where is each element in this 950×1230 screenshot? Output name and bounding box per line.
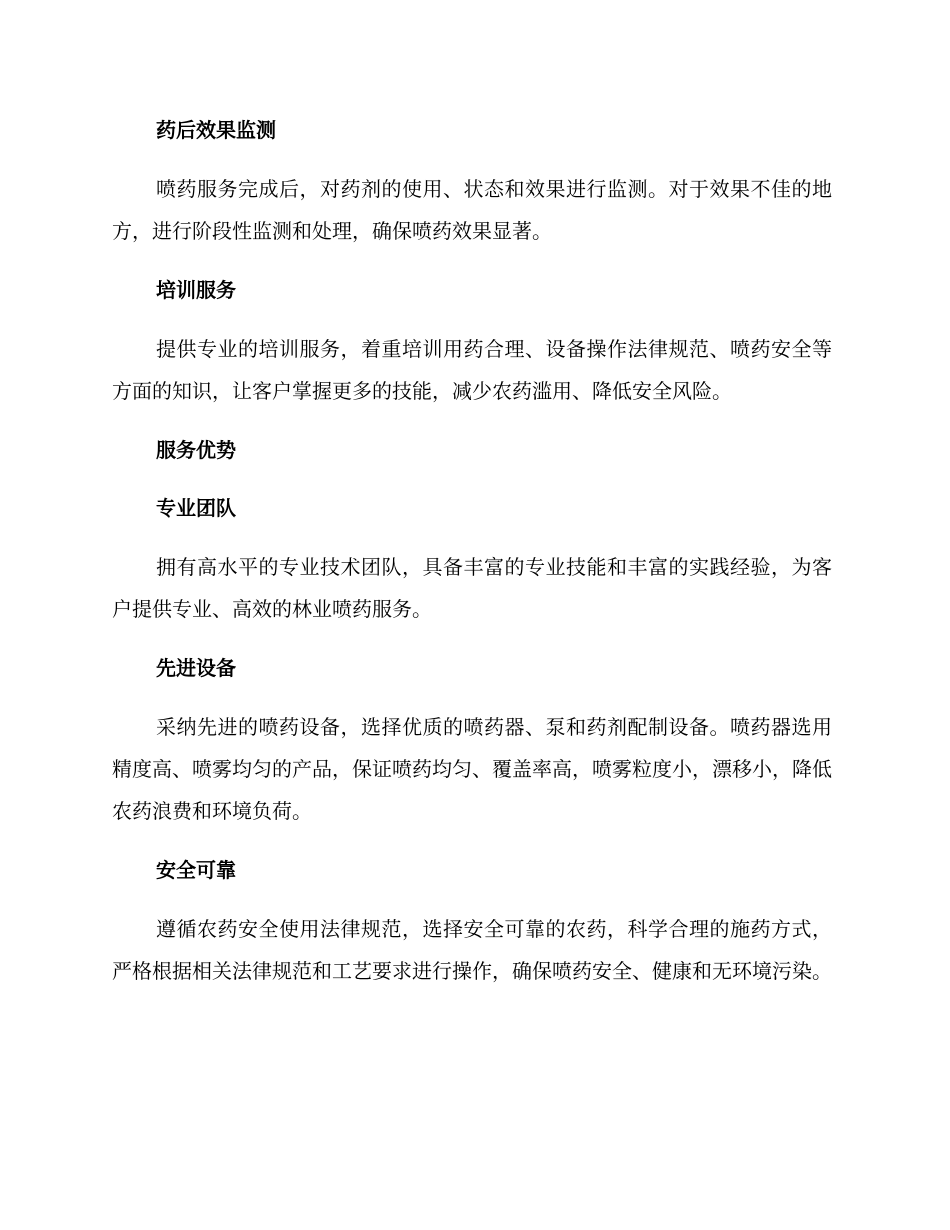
section-heading: 专业团队: [156, 496, 236, 520]
section-heading: 服务优势: [156, 438, 236, 462]
section-heading: 安全可靠: [156, 858, 236, 882]
section-heading: 药后效果监测: [156, 118, 276, 142]
section-paragraph: 遵循农药安全使用法律规范，选择安全可靠的农药，科学合理的施药方式，严格根据相关法律规范和工艺要求进行操作，确保喷药安全、健康和无环境污染。: [112, 917, 832, 983]
section-paragraph: 拥有高水平的专业技术团队，具备丰富的专业技能和丰富的实践经验，为客户提供专业、高效的林业喷药服务。: [112, 555, 832, 621]
section-paragraph: 提供专业的培训服务，着重培训用药合理、设备操作法律规范、喷药安全等方面的知识，让客户掌握更多的技能，减少农药滥用、降低安全风险。: [112, 337, 832, 403]
section-heading: 培训服务: [156, 278, 236, 302]
document-body: [112, 110, 832, 1010]
section-paragraph: 采纳先进的喷药设备，选择优质的喷药器、泵和药剂配制设备。喷药器选用精度高、喷雾均匀的产品，保证喷药均匀、覆盖率高，喷雾粒度小，漂移小，降低农药浪费和环境负荷。: [112, 715, 832, 823]
section-heading: 先进设备: [156, 656, 236, 680]
section-paragraph: 喷药服务完成后，对药剂的使用、状态和效果进行监测。对于效果不佳的地方，进行阶段性监测和处理，确保喷药效果显著。: [112, 177, 832, 243]
